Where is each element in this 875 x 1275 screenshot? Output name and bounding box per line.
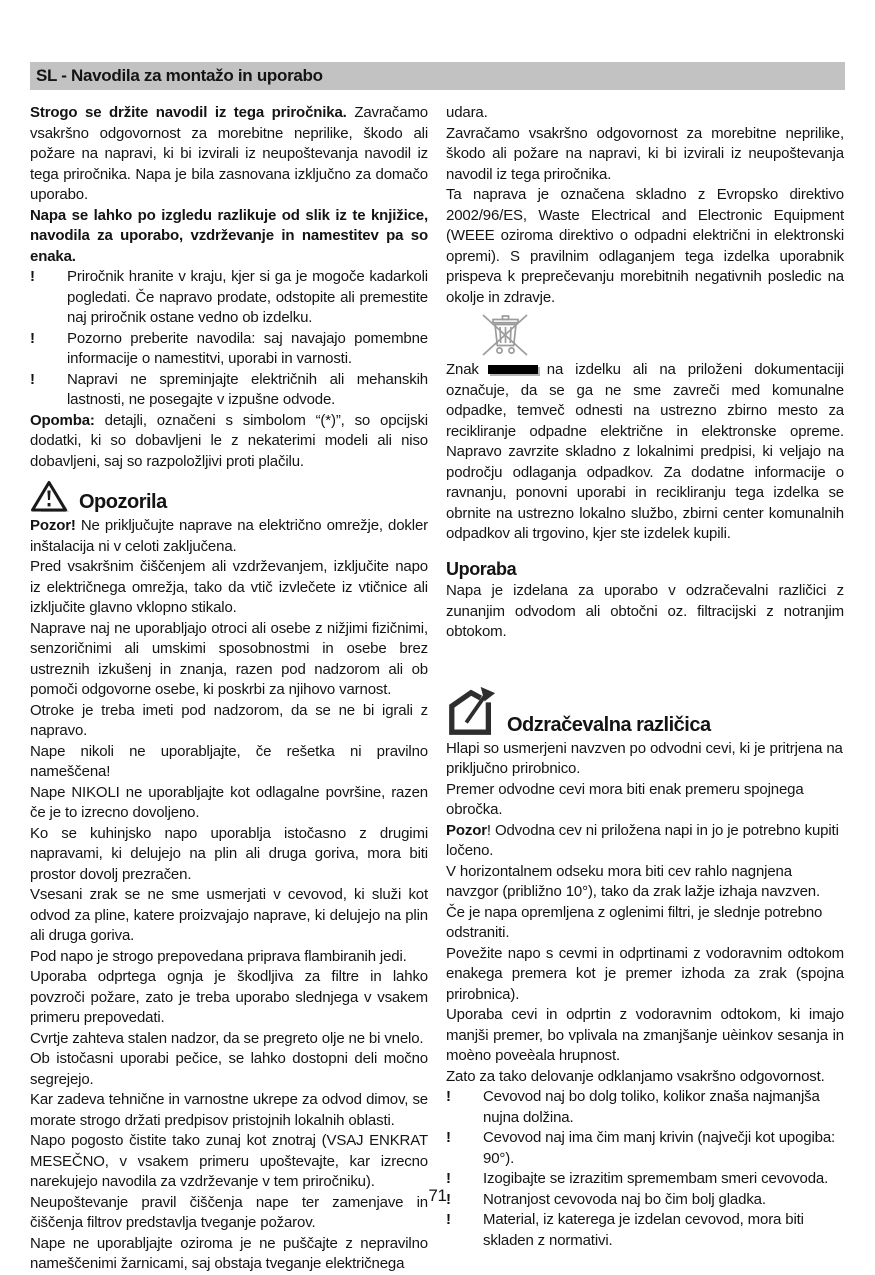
text-run: detajli, označeni s simbolom “(*)”, so opcijski dodatki, ki so dobavljeni le z nekaterimi modeli ali niso dobavljeni, saj so razpoložljivi proti plačilu. [30, 411, 428, 470]
text-run: Izogibajte se izrazitim spremembam smeri cevovoda. [483, 1170, 829, 1188]
paragraph [30, 885, 428, 947]
text-run: Pred vsakršnim čiščenjem ali vzdrževanjem, izključite napo iz električnega omrežja, tako da vtič izvlečete iz vtičnice ali izključite glavno vklopno stikalo. [30, 558, 428, 616]
text-run: Ta naprava je označena skladno z Evropsko direktivo 2002/96/ES, Waste Electrical and Electronic Equipment (WEEE oziroma direktivo o odpadni električni in elektronski opremi). S pravilnim odlaganjem tega izdelka uporabnik prispeva k preprečevanju morebitnih negativnih posledic na okolje in zdravje. [446, 186, 844, 306]
text-run: Zavračamo vsakršno odgovornost za morebitne neprilike, škodo ali požare na napravi, ki bi izvirali iz neupoštevanja navodil iz tega priročnika. Napa je bila zasnovana izključno za domačo uporabo. [30, 104, 428, 203]
bullet-text [483, 1128, 844, 1169]
text-run: Naprave naj ne uporabljajo otroci ali osebe z nižjimi fizičnimi, senzoričnimi ali umskimi sposobnostmi in osebe brez ustreznih izkušenj in znanja, razen pod nadzorom ali ob pomoči odgovorne osebe, ki poskrbi za njihovo varnost. [30, 619, 428, 698]
page-header-title: SL - Navodila za montažo in uporabo [36, 66, 323, 85]
bullet-marker: ! [446, 1129, 451, 1147]
text-run: Material, iz katerega je izdelan cevovod, mora biti skladen z normativi. [483, 1211, 804, 1249]
list-item [30, 370, 428, 411]
paragraph [446, 821, 844, 862]
paragraph [446, 103, 844, 124]
paragraph [30, 516, 428, 557]
paragraph [30, 783, 428, 824]
paragraph [30, 1131, 428, 1193]
paragraph [30, 1029, 428, 1050]
list-item [446, 1210, 844, 1251]
black-bar-symbol [488, 365, 538, 374]
bullet-marker: ! [446, 1088, 451, 1106]
text-run: Cvrtje zahteva stalen nadzor, da se pregreto olje ne bi vnelo. [30, 1029, 424, 1047]
section-heading-label: Odzračevalna različica [507, 713, 711, 736]
bold-text: Pozor! [30, 517, 76, 534]
text-run: Cevovod naj ima čim manj krivin (največji kot upogiba: 90°). [483, 1129, 836, 1167]
text-run: Napo pogosto čistite tako zunaj kot znotraj (VSAJ ENKRAT MESEČNO, v vsakem primeru upoštevajte, kar izrecno narekujejo navodila za vzdrževanje v tem priročniku). [30, 1132, 428, 1190]
text-run: Hlapi so usmerjeni navzven po odvodni cevi, ki je pritrjena na priključno prirobnico. [446, 739, 843, 778]
weee-bin-icon [480, 312, 844, 358]
paragraph [30, 619, 428, 701]
paragraph [446, 739, 844, 780]
text-run: Ko se kuhinjsko napo uporablja istočasno z drugimi napravami, ki delujejo na plin ali druga goriva, mora biti prostor dovolj prezračen. [30, 824, 428, 883]
text-run: Nape NIKOLI ne uporabljajte kot odlagalne površine, razen če je to izrecno dovoljeno. [30, 783, 428, 821]
page-number: 71 [428, 1186, 447, 1205]
text-run: Kar zadeva tehnične in varnostne ukrepe za odvod dimov, se morate strogo držati predpisov pristojnih lokalnih oblasti. [30, 1091, 428, 1129]
text-run: Neupoštevanje pravil čiščenja nape ter zamenjave in čiščenja filtrov predstavlja tveganje požarov. [30, 1193, 428, 1231]
bullet-marker: ! [446, 1170, 451, 1188]
text-run: Povežite napo s cevmi in odprtinami z vodoravnim odtokom enakega premera kot je premer izhoda za zrak (spojna prirobnica). [446, 944, 844, 1003]
text-run: Nape ne uporabljajte oziroma je ne puščajte z nepravilno nameščenimi žarnicami, saj obstaja tveganje električnega [30, 1234, 428, 1272]
warning-triangle-icon [30, 480, 70, 514]
section-heading-with-icon [30, 480, 428, 514]
text-run: Priročnik hranite v kraju, kjer si ga je mogoče kadarkoli pogledati. Če napravo prodate, odstopite ali premestite naj priročnik ostane vedno ob izdelku. [67, 268, 428, 326]
paragraph [446, 185, 844, 308]
text-run: Pozorno preberite navodila: saj navajajo pomembne informacije o namestitvi, uporabi in varnosti. [67, 329, 428, 367]
bullet-text [483, 1087, 844, 1128]
left-column [30, 103, 428, 1275]
bullet-text [67, 370, 428, 411]
bullet-marker: ! [30, 329, 35, 347]
paragraph [446, 862, 844, 903]
bold-text: Napa se lahko po izgledu razlikuje od slik iz te knjižice, navodila za uporabo, vzdrževanje in namestitev pa so enaka. [30, 206, 428, 265]
text-run: Zavračamo vsakršno odgovornost za morebitne neprilike, škodo ali požare na napravi, ki bi izvirali iz neupoštevanja navodil iz tega priročnika. [446, 124, 844, 183]
paragraph [30, 1049, 428, 1090]
paragraph [446, 903, 844, 944]
paragraph [30, 824, 428, 886]
text-run: Ob istočasni uporabi pečice, se lahko dostopni deli močno segrejejo. [30, 1050, 428, 1088]
text-run: Pod napo je strogo prepovedana priprava flambiranih jedi. [30, 947, 407, 965]
right-column [446, 103, 844, 1275]
text-run: Vsesani zrak se ne sme usmerjati v cevovod, ki služi kot odvod za pline, katere proizvajajo naprave, ki delujejo na plin ali druga goriva. [30, 886, 428, 944]
paragraph [446, 944, 844, 1006]
bold-text: Pozor [446, 821, 487, 839]
text-run: ! Odvodna cev ni priložena napi in jo je potrebno kupiti ločeno. [446, 821, 839, 860]
text-run: Napa je izdelana za uporabo v odzračevalni različici z zunanjim odvodom ali obtočni oz. filtracijski z notranjim obtokom. [446, 582, 844, 641]
bullet-marker: ! [446, 1190, 451, 1208]
paragraph [30, 411, 428, 473]
bold-text: Opomba: [30, 411, 95, 429]
text-run: Znak [446, 361, 479, 378]
bullet-marker: ! [30, 370, 35, 388]
bullet-list [30, 267, 428, 411]
section-heading-with-icon [446, 685, 844, 737]
text-run: Ne priključujte naprave na električno omrežje, dokler inštalacija ni v celoti zaključena. [30, 517, 428, 555]
bullet-text [67, 267, 428, 329]
list-item [30, 267, 428, 329]
paragraph [446, 124, 844, 186]
paragraph [30, 742, 428, 783]
content-columns [30, 103, 845, 1275]
list-item [446, 1128, 844, 1169]
text-run: Če je napa opremljena z oglenimi filtri, je slednje potrebno odstraniti. [446, 903, 823, 942]
bullet-marker: ! [446, 1211, 451, 1229]
text-run: Notranjost cevovoda naj bo čim bolj gladka. [483, 1190, 766, 1208]
text-run: Otroke je treba imeti pod nadzorom, da se ne bi igrali z napravo. [30, 701, 428, 739]
text-run: na izdelku ali na priloženi dokumentaciji označuje, da se ga ne sme zavreči med komunalne odpadke, temveč odnesti na ustrezno zbirno mesto za recikliranje odpadne električne in elektronske opreme. Napravo zavrzite skladno z lokalnimi predpisi, ki veljajo na področju odlaganja odpadkov. Za dodatne informacije o ravnanju, ponovni uporabi in recikliranju tega izdelka se obrnite na ustrezno lokalno službo, zbirni center komunalnih odpadkov ali trgovino, kjer ste izdelek kupili. [446, 361, 844, 542]
paragraph [446, 1005, 844, 1067]
paragraph [30, 1090, 428, 1131]
list-item [446, 1087, 844, 1128]
text-run: udara. [446, 104, 488, 121]
section-heading-label: Opozorila [79, 491, 167, 513]
list-item [30, 329, 428, 370]
text-run: Premer odvodne cevi mora biti enak premeru spojnega obročka. [446, 780, 804, 819]
page-header-bar [30, 62, 845, 90]
paragraph [446, 581, 844, 643]
paragraph [30, 967, 428, 1029]
text-run: Zato za tako delovanje odklanjamo vsakršno odgovornost. [446, 1067, 825, 1085]
text-run: Uporaba cevi in odprtin z vodoravnim odtokom, ki imajo manjši premer, bo vplivala na zmanjšanje uèinkov sesanja in moèno poveèala hrupnost. [446, 1006, 844, 1065]
bold-text: Strogo se držite navodil iz tega priročnika. [30, 104, 355, 121]
bullet-text [483, 1210, 844, 1251]
paragraph [30, 947, 428, 968]
paragraph [446, 360, 844, 545]
bullet-list [446, 1087, 844, 1251]
paragraph [446, 780, 844, 821]
paragraph [30, 206, 428, 268]
paragraph [30, 103, 428, 206]
bullet-marker: ! [30, 268, 35, 285]
text-run: Uporaba odprtega ognja je škodljiva za filtre in lahko povzroči požare, zato je treba uporabo slednjega v vsakem primeru prepovedati. [30, 968, 428, 1026]
paragraph [30, 701, 428, 742]
bullet-text [67, 329, 428, 370]
paragraph [30, 557, 428, 619]
text-run: Cevovod naj bo dolg toliko, kolikor znaša najmanjša nujna dolžina. [483, 1088, 820, 1126]
paragraph [446, 1067, 844, 1088]
text-run: Napravi ne spreminjajte električnih ali mehanskih lastnosti, ne posegajte v izpušne odvode. [67, 370, 428, 408]
text-run: V horizontalnem odseku mora biti cev rahlo nagnjena navzgor (približno 10°), tako da zrak lažje izhaja navzven. [446, 862, 821, 901]
vent-icon [446, 685, 498, 737]
section-heading: Uporaba [446, 558, 517, 579]
text-run: Nape nikoli ne uporabljajte, če rešetka ni pravilno nameščena! [30, 742, 428, 780]
